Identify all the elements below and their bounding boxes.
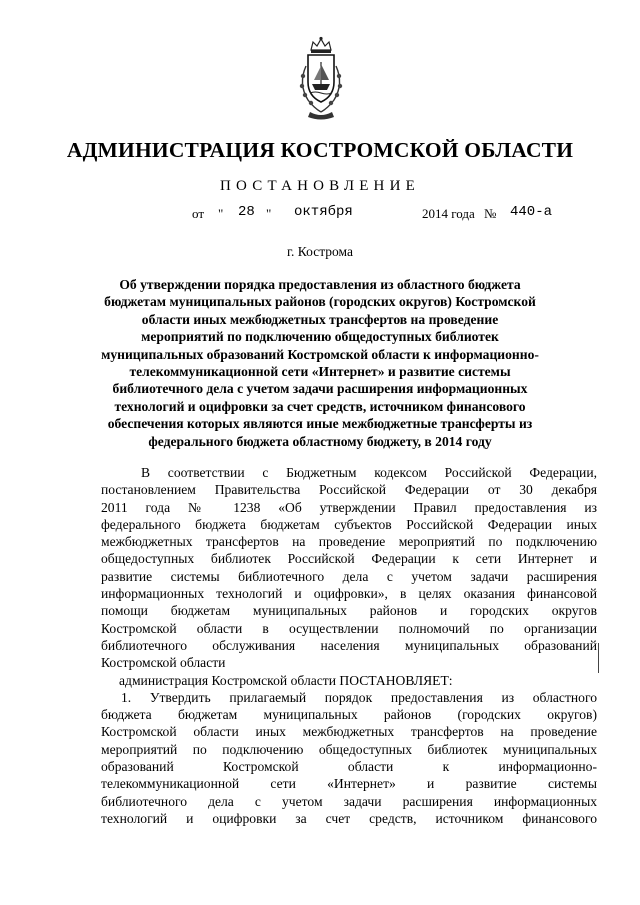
body-line: 1. Утвердить прилагаемый порядок предоставления из областного [121,689,597,705]
body-line: 2011 года № 1238 «Об утверждении Правил предоставления из [101,499,597,515]
body-line: В соответствии с Бюджетным кодексом Российской Федерации, [141,465,597,480]
body-line: межбюджетных трансфертов на проведение мероприятий по подключению [101,534,597,550]
body-line: Костромской области в осуществлении полномочий по организации [101,620,597,636]
title-line: Об утверждении порядка предоставления из областного бюджета [119,277,521,292]
date-month: октября [294,204,353,220]
date-day: 28 [238,204,255,220]
margin-mark [598,643,599,673]
title-line: бюджетам муниципальных районов (городских округов) Костромской [104,294,536,310]
body-line: помощи бюджетам муниципальных районов и городских округов [101,603,597,619]
title-line: мероприятий по подключению общедоступных библиотек [141,329,499,345]
body-line: образований Костромской области к информационно- [101,759,597,775]
document-type-heading: ПОСТАНОВЛЕНИЕ [220,178,420,194]
title-line: федерального бюджета областному бюджету, в 2014 году [148,433,492,449]
title-line: муниципальных образований Костромской области к информационно- [101,346,539,362]
body-line: развитие системы библиотечного дела с учетом задачи расширения [101,568,597,584]
body-line: Костромской области [101,655,226,671]
title-line: телекоммуникационной сети «Интернет» и развитие системы [129,364,511,380]
title-line: технологий и оцифровки за счет средств, источником финансового [114,398,526,414]
date-prefix: от [192,206,205,221]
item-1 [101,689,597,827]
body-line: федерального бюджета бюджетам субъектов Российской Федерации иных [101,516,597,532]
body-line: библиотечного дела с учетом задачи расширения информационных [101,793,597,809]
date-year: 2014 года [422,206,475,221]
coat-of-arms-emblem [296,36,346,122]
body-line: мероприятий по подключению общедоступных библиотек муниципальных [101,741,597,757]
document-number: 440-а [510,204,553,220]
body-line: телекоммуникационной сети «Интернет» и развитие системы [101,776,597,792]
document-title [100,276,540,450]
decree-line: администрация Костромской области ПОСТАНОВЛЯЕТ: [119,672,453,688]
document-body [101,464,597,827]
city-line: г. Кострома [287,244,353,259]
body-line: технологий и оцифровки за счет средств, источником финансового [101,810,597,826]
body-line: Костромской области иных межбюджетных трансфертов на проведение [101,724,597,740]
title-line: области иных межбюджетных трансфертов на проведение [141,311,499,327]
number-sign: № [484,206,497,221]
date-open-quote: " [218,206,224,221]
body-line: бюджета бюджетам муниципальных районов (городских округов) [101,707,597,723]
title-line: библиотечного дела с учетом задачи расширения информационных [112,381,528,397]
organization-heading: АДМИНИСТРАЦИЯ КОСТРОМСКОЙ ОБЛАСТИ [66,138,574,162]
date-close-quote: " [266,206,272,221]
title-line: обеспечения которых являются иные межбюджетные трансферты из [107,416,533,432]
paragraph-preamble [101,464,597,672]
body-line: общедоступных библиотек Российской Федерации к сети Интернет и [101,551,597,567]
body-line: библиотечного обслуживания населения муниципальных образований [101,637,597,653]
body-line: постановлением Правительства Российской Федерации от 30 декабря [101,482,597,498]
body-line: информационных технологий и оцифровки», в целях оказания финансовой [101,586,597,602]
